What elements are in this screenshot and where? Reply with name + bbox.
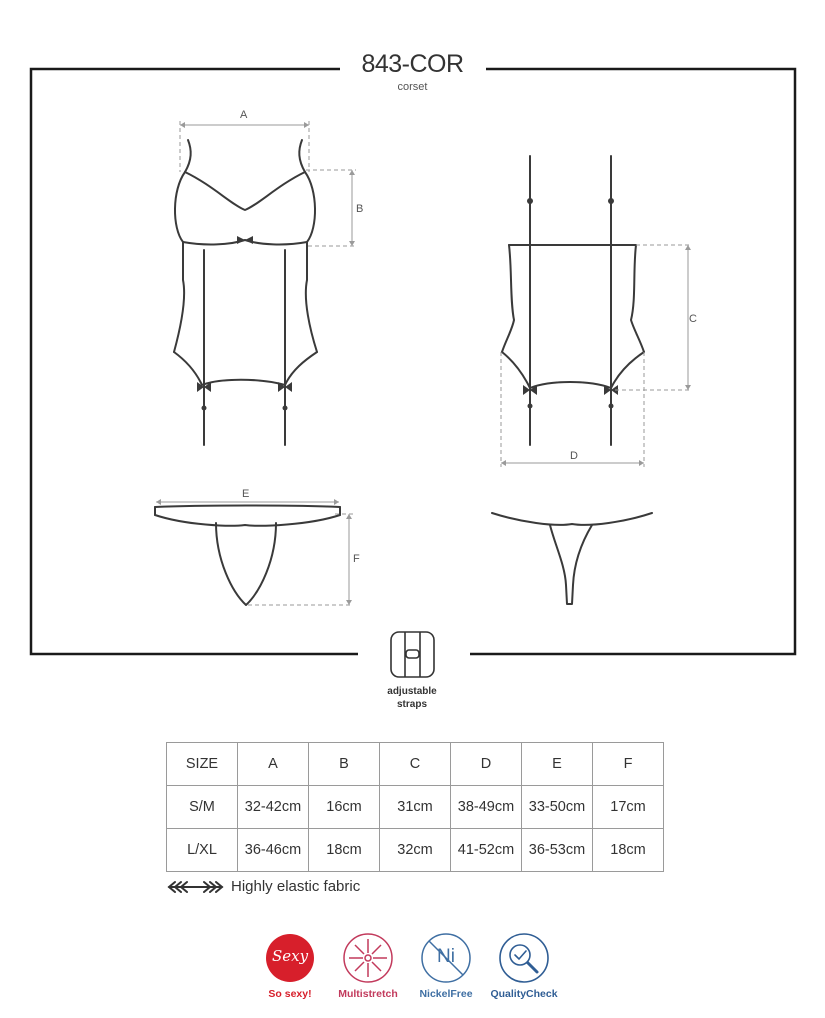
feature-label-line2: straps — [396, 699, 427, 710]
product-type: corset — [397, 81, 428, 93]
header-cell: A — [238, 743, 309, 786]
size-table-header — [167, 743, 664, 786]
thong-front-drawing — [155, 506, 340, 606]
header-cell: D — [451, 743, 522, 786]
size-table — [166, 742, 664, 872]
dimension-label-c: C — [689, 313, 697, 325]
header-cell: SIZE — [167, 743, 238, 786]
dimension-label-b: B — [356, 203, 364, 215]
dimension-label-a: A — [240, 109, 248, 121]
corset-front-drawing — [174, 140, 317, 445]
fabric-note: Highly elastic fabric — [231, 878, 361, 895]
header-cell: B — [309, 743, 380, 786]
product-code: 843-COR — [361, 50, 464, 78]
table-cell: 18cm — [309, 829, 380, 872]
dimension-label-d: D — [570, 450, 578, 462]
frame-border — [31, 69, 795, 654]
quality-check-icon — [500, 934, 548, 982]
badge-label-sexy: So sexy! — [268, 988, 312, 1000]
table-cell: 38-49cm — [451, 786, 522, 829]
table-cell: 41-52cm — [451, 829, 522, 872]
table-cell: 36-46cm — [238, 829, 309, 872]
corset-back-drawing — [502, 156, 644, 445]
feature-label — [362, 685, 462, 711]
table-cell: 32cm — [380, 829, 451, 872]
header-cell: F — [593, 743, 664, 786]
sexy-badge-text: Sexy — [271, 947, 309, 965]
header-cell: C — [380, 743, 451, 786]
stretch-arrows-icon — [169, 882, 222, 892]
header-cell: E — [522, 743, 593, 786]
badge-label-multistretch: Multistretch — [338, 988, 398, 1000]
dimension-label-f: F — [353, 553, 360, 565]
table-cell: 31cm — [380, 786, 451, 829]
badge-label-qualitycheck: QualityCheck — [490, 988, 558, 1000]
adjustable-strap-icon — [391, 632, 434, 677]
table-cell: L/XL — [167, 829, 238, 872]
dimension-label-e: E — [242, 488, 250, 500]
corset-front-details — [197, 236, 292, 411]
table-cell: 32-42cm — [238, 786, 309, 829]
feature-label-line1: adjustable — [387, 686, 437, 697]
multistretch-icon — [344, 934, 392, 982]
table-row — [167, 786, 664, 829]
nickel-badge-text: Ni — [437, 946, 455, 967]
table-cell: 17cm — [593, 786, 664, 829]
table-cell: 33-50cm — [522, 786, 593, 829]
thong-front-dimension-lines — [156, 502, 353, 605]
thong-back-drawing — [492, 513, 652, 604]
table-cell: S/M — [167, 786, 238, 829]
table-cell: 36-53cm — [522, 829, 593, 872]
table-row — [167, 829, 664, 872]
table-cell: 16cm — [309, 786, 380, 829]
table-cell: 18cm — [593, 829, 664, 872]
badge-label-nickelfree: NickelFree — [419, 988, 473, 1000]
